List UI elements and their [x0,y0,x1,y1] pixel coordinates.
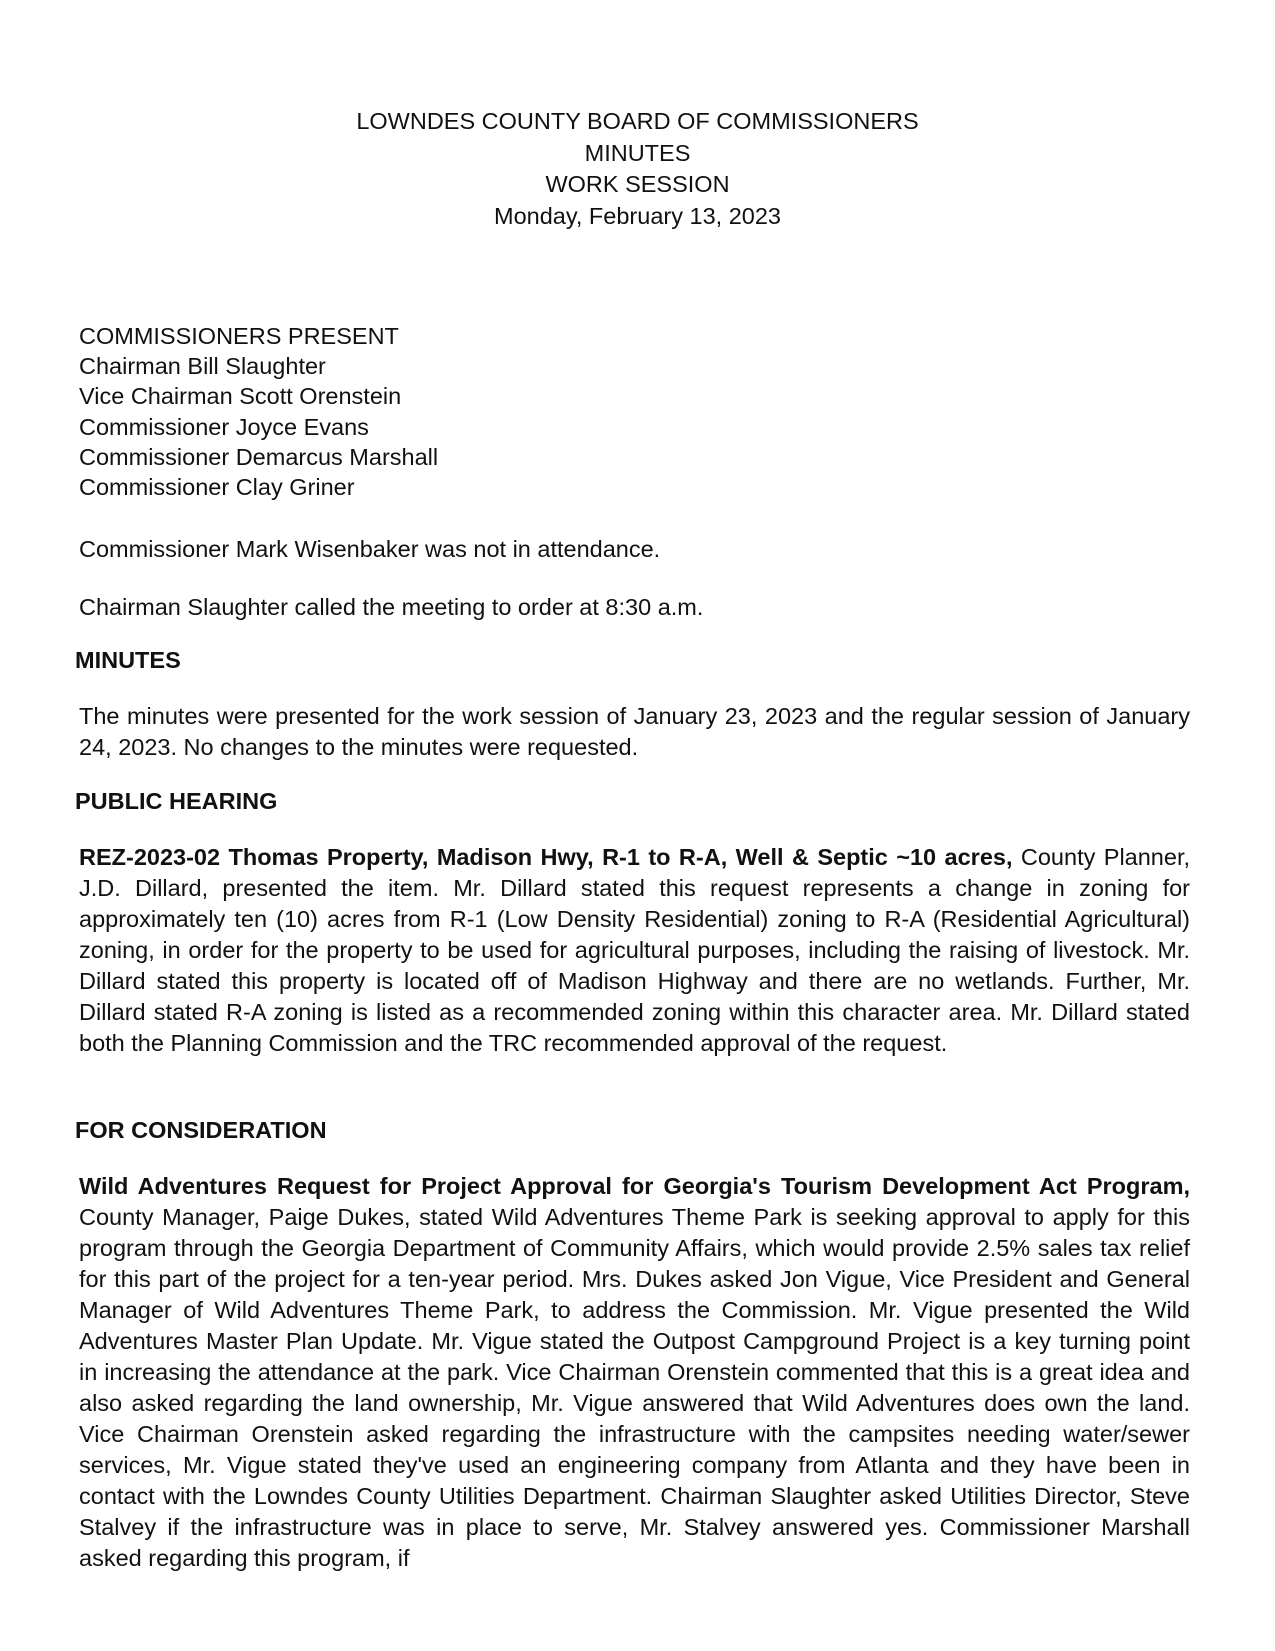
minutes-paragraph: The minutes were presented for the work session of January 23, 2023 and the regular session of January 24, 2023. No changes to the minutes were requested. [79,703,1190,760]
header-minutes: MINUTES [584,139,691,166]
for-consideration-heading: FOR CONSIDERATION [75,1117,327,1143]
absent-note: Commissioner Mark Wisenbaker was not in attendance. [79,536,661,562]
present-member: Commissioner Joyce Evans [79,413,369,440]
header-board-name: LOWNDES COUNTY BOARD OF COMMISSIONERS [356,108,919,134]
present-title: COMMISSIONERS PRESENT [79,323,399,349]
for-consideration-item-text: County Manager, Paige Dukes, stated Wild Adventures Theme Park is seeking approval to apply for this program through the Georgia Department of Community Affairs, which would provide 2.5% sales tax relief for this part of the project for a ten-year period. Mrs. Dukes asked Jon Vigue, Vice President and General Manager of Wild Adventures Theme Park, to address the Commission. Mr. Vigue presented the Wild Adventures Master Plan Update. Mr. Vigue stated the Outpost Campground Project is a key turning point in increasing the attendance at the park. Vice Chairman Orenstein commented that this is a great idea and also asked regarding the land ownership, Mr. Vigue answered that Wild Adventures does own the land. Vice Chairman Orenstein asked regarding the infrastructure with the campsites needing water/sewer services, Mr. Vigue stated they've used an engineering company from Atlanta and they have been in contact with the Lowndes County Utilities Department. Chairman Slaughter asked Utilities Director, Steve Stalvey if the infrastructure was in place to serve, Mr. Stalvey answered yes. Commissioner Marshall asked regarding this program, if [79,1204,1190,1571]
public-hearing-item-text: County Planner, J.D. Dillard, presented the item. Mr. Dillard stated this request represents a change in zoning for approximately ten (10) acres from R-1 (Low Density Residential) zoning to R-A (Residential Agricultural) zoning, in order for the property to be used for agricultural purposes, including the raising of livestock. Mr. Dillard stated this property is located off of Madison Highway and there are no wetlands. Further, Mr. Dillard stated R-A zoning is listed as a recommended zoning within this character area. Mr. Dillard stated both the Planning Commission and the TRC recommended approval of the request. [79,844,1190,1056]
for-consideration-paragraph [79,1171,1190,1574]
for-consideration-item-title: Wild Adventures Request for Project Approval for Georgia's Tourism Development Act Program, [79,1173,1190,1199]
present-member: Commissioner Demarcus Marshall [79,443,439,470]
public-hearing-heading: PUBLIC HEARING [75,788,278,814]
present-member: Commissioner Clay Griner [79,474,355,501]
public-hearing-item-title: REZ-2023-02 Thomas Property, Madison Hwy, R-1 to R-A, Well & Septic ~10 acres, [79,844,1013,870]
commissioners-present [79,321,1190,502]
public-hearing-paragraph [79,842,1190,1059]
document-header [0,106,1275,232]
header-session-type: WORK SESSION [545,171,730,197]
call-to-order: Chairman Slaughter called the meeting to order at 8:30 a.m. [79,594,704,620]
header-date: Monday, February 13, 2023 [494,202,781,229]
present-member: Vice Chairman Scott Orenstein [79,383,402,410]
minutes-heading: MINUTES [75,647,181,673]
present-member: Chairman Bill Slaughter [79,353,326,380]
